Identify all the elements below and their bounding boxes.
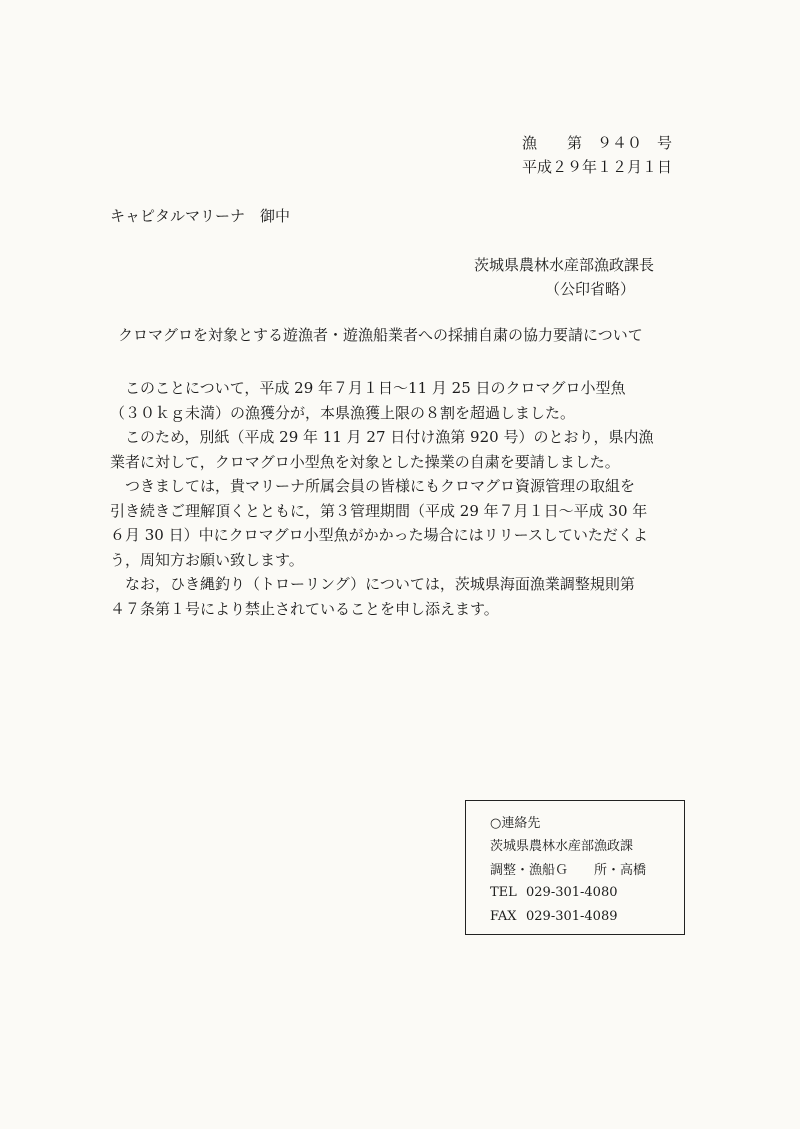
contact-fax (490, 909, 618, 924)
fax-value: 029-301-4089 (526, 909, 618, 924)
contact-department: 茨城県農林水産部漁政課 (490, 839, 634, 854)
tel-label: TEL (490, 885, 517, 900)
contact-staff: 調整・漁船Ｇ 所・高橋 (490, 863, 647, 878)
document-number: 漁 第 ９４０ 号 (522, 134, 673, 152)
body-text (110, 376, 710, 621)
body-line: （３０ｋｇ未満）の漁獲分が，本県漁獲上限の８割を超過しました。 (110, 403, 576, 422)
sender-seal-note: （公印省略） (545, 280, 636, 298)
body-line: つきましては，貴マリーナ所属会員の皆様にもクロマグロ資源管理の取組を (110, 477, 636, 495)
body-line: ６月 30 日）中にクロマグロ小型魚がかかった場合にはリリースしていただくよ (110, 526, 648, 544)
body-line: 業者に対して，クロマグロ小型魚を対象とした操業の自粛を要請しました。 (110, 452, 620, 471)
contact-heading: ○連絡先 (490, 816, 541, 831)
fax-label: FAX (490, 909, 517, 924)
subject-line: クロマグロを対象とする遊漁者・遊漁船業者への採捕自粛の協力要請について (118, 326, 643, 344)
contact-box (465, 800, 685, 935)
body-line: このため，別紙（平成 29 年 11 月 27 日付け漁第 920 号）のとおり，県内漁 (110, 428, 654, 446)
contact-tel (490, 885, 618, 900)
tel-value: 029-301-4080 (526, 885, 618, 900)
body-line: ４７条第１号により禁止されていることを申し添えます。 (110, 599, 499, 618)
sender-title: 茨城県農林水産部漁政課長 (474, 256, 655, 274)
document-date: 平成２９年１２月１日 (522, 158, 673, 176)
recipient: キャピタルマリーナ 御中 (110, 207, 291, 225)
body-line: なお，ひき縄釣り（トローリング）については，茨城県海面漁業調整規則第 (110, 575, 635, 593)
body-line: 引き続きご理解頂くとともに，第３管理期間（平成 29 年７月１日～平成 30 年 (110, 501, 648, 520)
body-line: う，周知方お願い致します。 (110, 550, 304, 569)
body-line: このことについて，平成 29 年７月１日～11 月 25 日のクロマグロ小型魚 (110, 379, 626, 397)
